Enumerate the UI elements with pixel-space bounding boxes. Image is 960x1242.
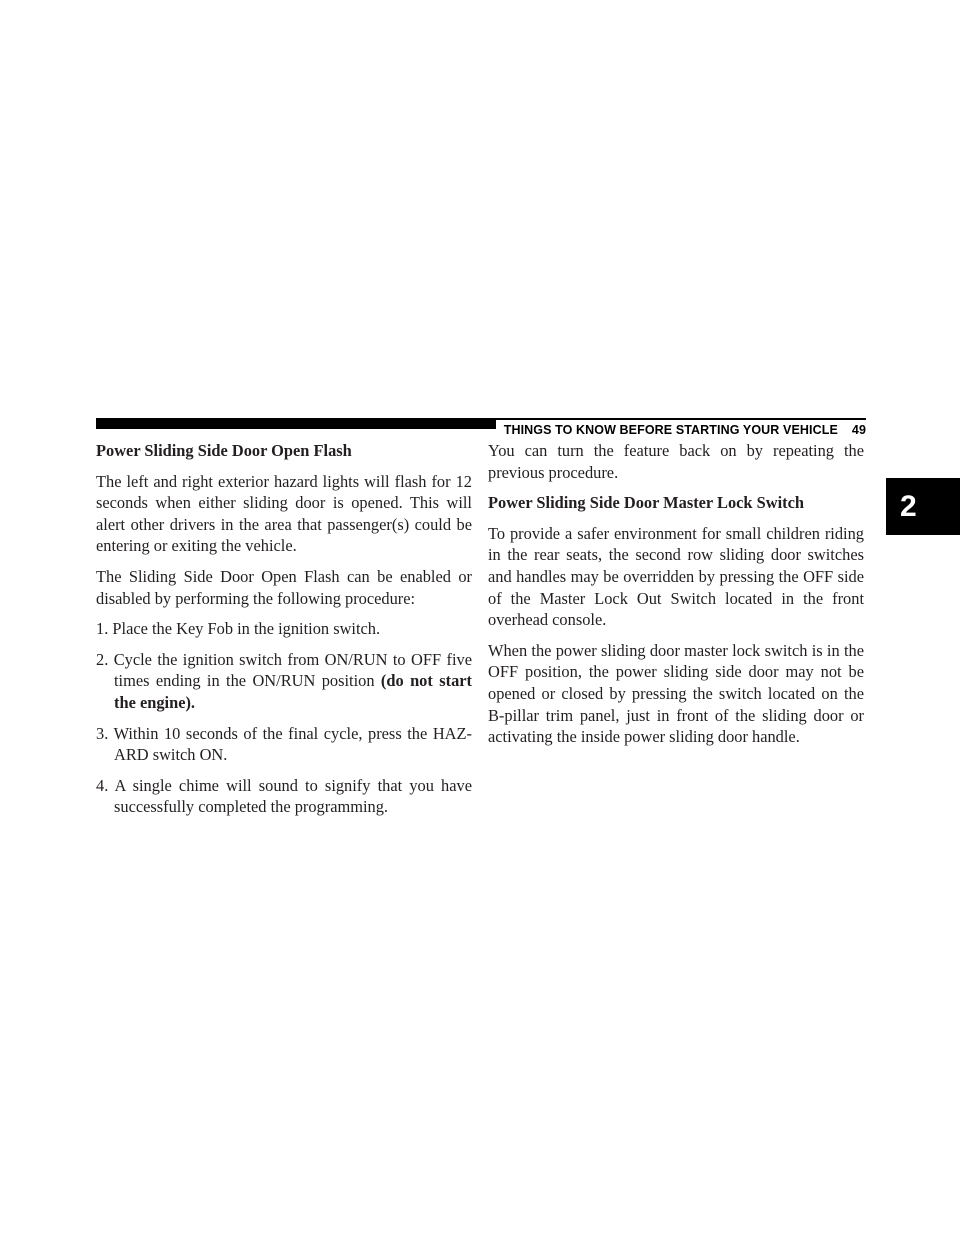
procedure-steps (96, 618, 472, 818)
step-item: 3. Within 10 seconds of the final cycle, press the HAZ-ARD switch ON. (96, 723, 472, 765)
step-warning: (do not start the engine). (114, 671, 472, 712)
heading-master-lock: Power Sliding Side Door Master Lock Switch (488, 493, 804, 513)
paragraph-master-lock-intro: To provide a safer environment for small children riding in the rear seats, the second row sliding door switches and handles may be overridden by pressing the OFF side of the Master Lock Out Switch located in the front overhead console. (488, 523, 864, 630)
page-number: 49 (851, 423, 866, 437)
heading-open-flash: Power Sliding Side Door Open Flash (96, 441, 352, 460)
section-title: THINGS TO KNOW BEFORE STARTING YOUR VEHICLE (503, 423, 838, 437)
left-column (96, 440, 472, 827)
running-header (496, 420, 866, 440)
paragraph-procedure-intro: The Sliding Side Door Open Flash can be enabled or disabled by performing the following procedure: (96, 566, 472, 608)
paragraph-open-flash-intro: The left and right exterior hazard lights will flash for 12 seconds when either sliding door is opened. This will alert other drivers in the area that passenger(s) could be entering or exiting the vehicle. (96, 471, 472, 556)
right-column (488, 440, 864, 757)
chapter-tab: 2 (886, 478, 960, 535)
step-item: 4. A single chime will sound to signify that you have successfully completed the programming. (96, 775, 472, 817)
step-item: 2. Cycle the ignition switch from ON/RUN to OFF five times ending in the ON/RUN position (do not start the engine). (96, 649, 472, 712)
paragraph-master-lock-off: When the power sliding door master lock switch is in the OFF position, the power sliding side door may not be opened or closed by pressing the switch located on the B-pillar trim panel, just in front of the sliding door or activating the inside power sliding door handle. (488, 640, 864, 747)
step-item: 1. Place the Key Fob in the ignition switch. (96, 619, 381, 639)
paragraph-turn-back-on: You can turn the feature back on by repeating the previous procedure. (488, 441, 864, 482)
